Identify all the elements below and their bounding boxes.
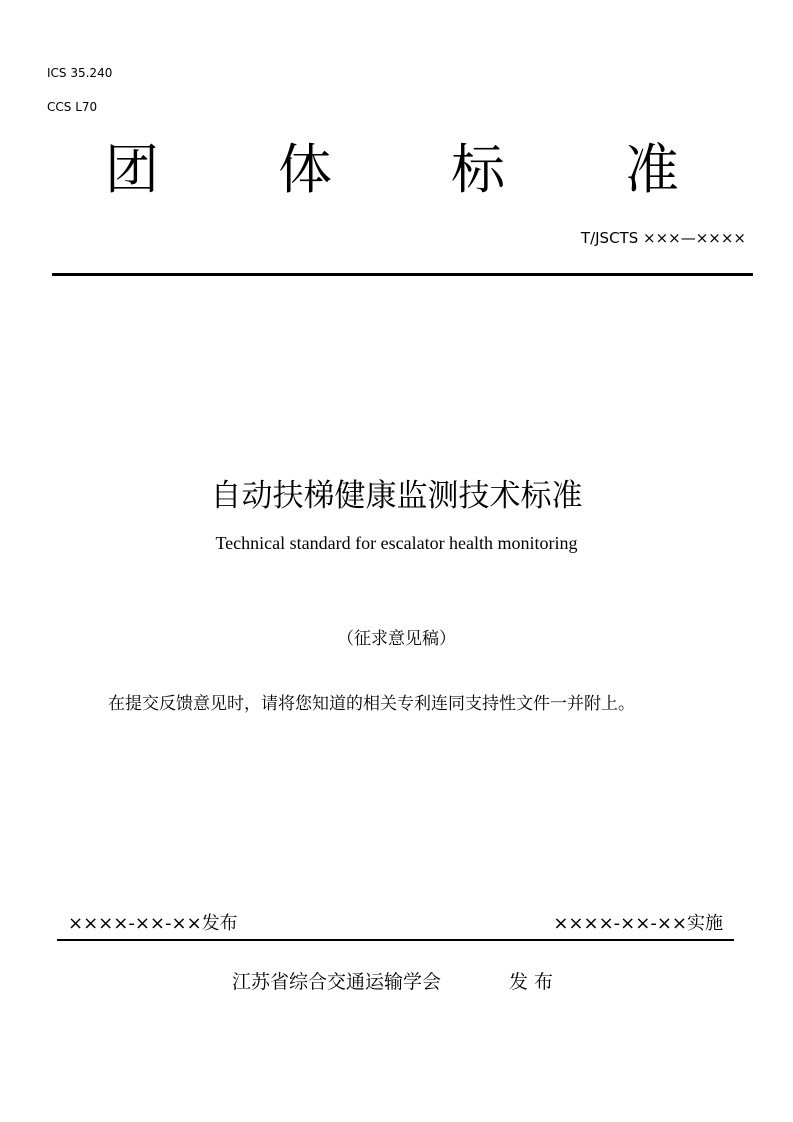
footer-divider [57,939,734,941]
patent-notice: 在提交反馈意见时，请将您知道的相关专利连同支持性文件一并附上。 [108,694,635,714]
title-cn: 自动扶梯健康监测技术标准 [210,478,583,514]
title-en: Technical standard for escalator health monitoring [215,533,578,553]
doc-type-char-1: 团 [105,138,159,201]
publish-word: 发 布 [509,971,554,993]
draft-label: （征求意见稿） [337,629,456,649]
ccs-code: CCS L70 [47,100,98,114]
doc-type-char-4: 准 [625,138,679,201]
publish-date: ××××-××-××发布 [68,913,238,934]
doc-type-char-2: 体 [278,138,332,201]
publisher: 江苏省综合交通运输学会 [232,971,442,993]
doc-type-char-3: 标 [451,138,505,201]
ics-code: ICS 35.240 [47,66,113,80]
implement-date: ××××-××-××实施 [553,913,723,934]
header-divider [52,273,753,276]
standard-number: T/JSCTS ×××—×××× [580,229,746,247]
